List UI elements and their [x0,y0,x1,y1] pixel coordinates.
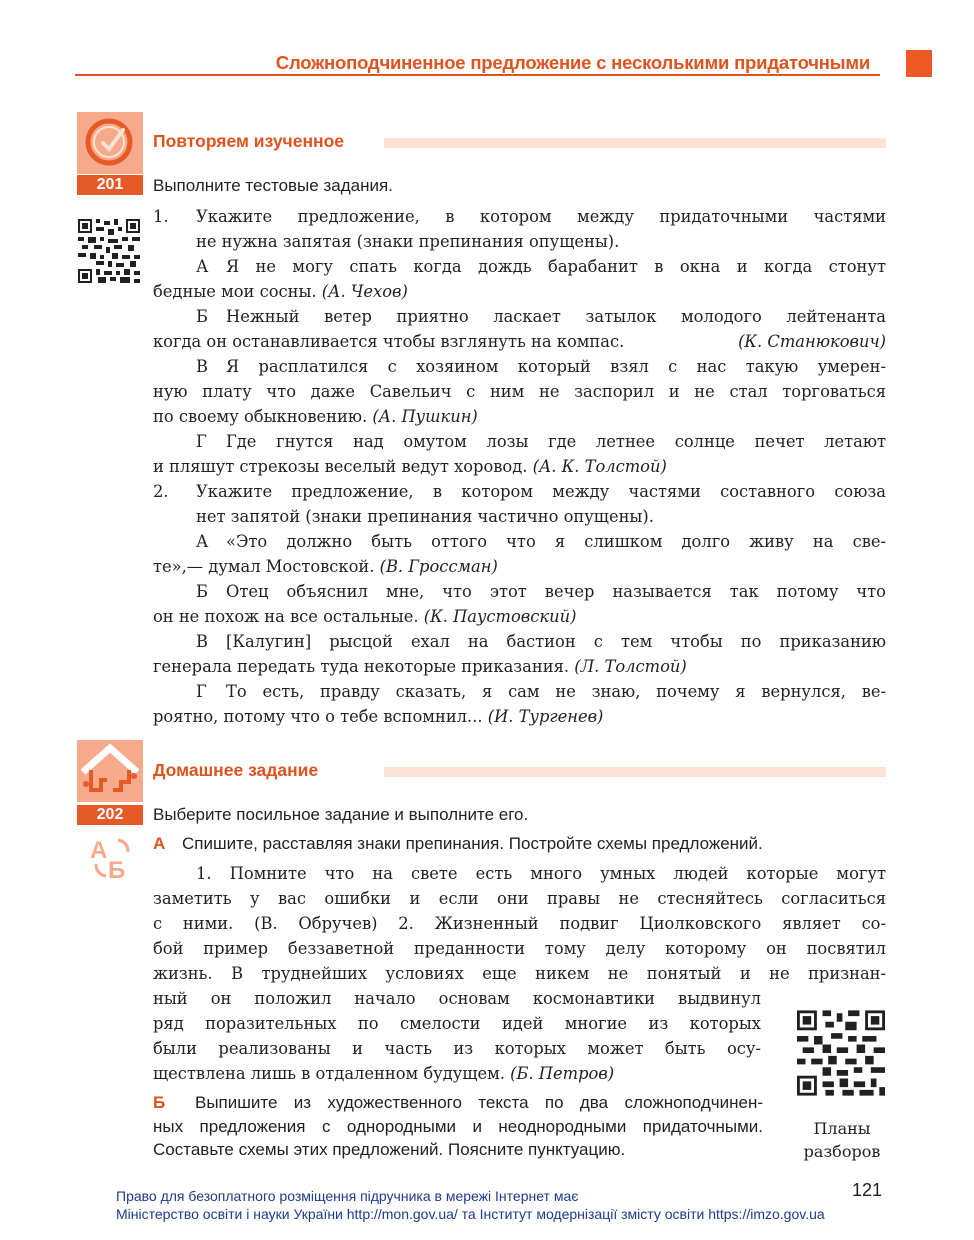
clock-check-icon [77,112,143,174]
question-2: 2. Укажите предложение, в котором между частями составного союза нет запятой (знаки препинания частично опущены). [153,479,886,529]
svg-text:Б: Б [108,857,126,880]
author: (Б. Петров) [510,1064,615,1083]
option-a: А «Это должно быть оттого что я слишком долго живу на све- те»,— думал Мостовской. (В. Гроссман) [153,532,886,576]
qr-caption: Планы разборов [803,1119,881,1161]
author: (А. Пушкин) [372,407,478,426]
exercise-number-202: 202 [77,805,143,825]
question-1: 1. Укажите предложение, в котором между придаточными частями не нужна запятая (знаки препинания опущены). А Я не могу спать когда дождь барабанит в окна и когда стонут бедные мои сосны. (А. Чехов) Б Нежный ветер приятно ласкает затылок молодого лейтенанта когда он останавливается чтобы взглянуть на компас. (К. Станюкович) В Я расплатился с хозяином который взял с нас такую умерен- ную плату что даже Савельич с ним не заспорил и не стал торговаться по своему обыкновению. (А. Пушкин) Г Где гнутся над омутом лозы где летнее солнце печет летают и пляшут стрекозы веселый ведут хоровод. (А. К. Толстой) 2. Укажите предложение, в котором между частями составного союза нет запятой (знаки препинания частично опущены). А «Это должно быть оттого что я слишком долго живу на све- те»,— думал Мостовской. (В. Гроссман) Б Отец объяснил мне, что этот вечер называется так потому что он не похож на все остальные. (К. Паустовский) В [Калугин] рысцой ехал на бастион с тем чтобы по приказанию генерала передать туда некоторые приказания. (Л. Толстой) Г То есть, правду сказать, я сам не знаю, почему я вернулся, ве- роятно, потому что о тебе вспомнил... (И. Тургенев) [153,204,886,729]
house-icon [77,740,143,802]
option-v: В [Калугин] рысцой ехал на бастион с тем чтобы по приказанию генерала передать туда некоторые приказания. (Л. Толстой) [153,632,886,676]
homework-section-icon [77,740,143,802]
chapter-title: Сложноподчиненное предложение с несколькими придаточными [275,52,870,73]
header-rule [75,74,880,76]
option-b: Б Отец объяснил мне, что этот вечер называется так потому что он не похож на все остальные. (К. Паустовский) [153,582,886,626]
a-b-swap-icon [88,834,136,880]
author: (Л. Толстой) [574,657,687,676]
qr-code-icon [797,1010,885,1096]
task-a: А Спишите, расставляя знаки препинания. Постройте схемы предложений. 1. Помните что на свете есть много умных людей которые могут заметить у вас ошибки и если они правы не стесняйтесь согласиться с ними. (В. Обручев) 2. Жизненный подвиг Циолковского являет со- бой пример беззаветной преданности тому делу которому он посвятил жизнь. В труднейших условиях еще никем не понятый и не признан- ный он положил начало основам космонавтики выдвинул ряд поразительных по смелости идей многие из которых были реализованы и часть из которых может быть осу- ществлена лишь в отдаленном будущем. (Б. Петров) [153,834,886,1083]
author: (К. Станюкович) [738,332,886,351]
qr-code-plans[interactable] [797,1010,885,1096]
review-section-icon [77,112,143,174]
question-number: 2. [153,482,169,501]
level-icon [88,834,136,880]
author: (А. Чехов) [321,282,408,301]
section-band [384,138,886,148]
section-band [384,767,886,777]
chapter-tab [906,50,932,77]
exercise-number-201: 201 [77,175,143,195]
option-a: А Я не могу спать когда дождь барабанит в окна и когда стонут бедные мои сосны. (А. Чехов) [153,257,886,301]
page-number: 121 [852,1180,883,1200]
task-label-a: А [153,834,166,853]
option-g: Г То есть, правду сказать, я сам не знаю, почему я вернулся, ве- роятно, потому что о тебе вспомнил... (И. Тургенев) [153,682,886,726]
author: (В. Гроссман) [379,557,498,576]
task-b: Б Выпишите из художественного текста по два сложноподчинен- ных предложения с однородными и неоднородными придаточными. Составьте схемы этих предложений. Поясните пунктуацию. [153,1093,763,1159]
option-g: Г Где гнутся над омутом лозы где летнее солнце печет летают и пляшут стрекозы веселый ведут хоровод. (А. К. Толстой) [153,432,886,476]
author: (А. К. Толстой) [532,457,667,476]
task-label-b: Б [153,1093,166,1112]
author: (И. Тургенев) [487,707,604,726]
svg-text:А: А [90,837,108,864]
author: (К. Паустовский) [423,607,577,626]
section-heading-review: Повторяем изученное [153,131,345,151]
footer-notice: Право для безоплатного розміщення підручника в мережі Інтернет має Міністерство освіти і науки України http://mon.gov.ua/ та Інститут модернізації змісту освіти https://imzo.gov.ua [116,1188,825,1222]
exercise-instruction: Выполните тестовые задания. [153,176,393,195]
running-head [75,46,920,80]
qr-code-icon [78,219,140,283]
question-number: 1. [153,207,169,226]
exercise-instruction: Выберите посильное задание и выполните его. [153,805,529,824]
section-heading-homework: Домашнее задание [153,760,319,780]
option-b: Б Нежный ветер приятно ласкает затылок молодого лейтенанта когда он останавливается чтобы взглянуть на компас. (К. Станюкович) [153,304,886,354]
option-v: В Я расплатился с хозяином который взял с нас такую умерен- ную плату что даже Савельич с ним не заспорил и не стал торговаться по своему обыкновению. (А. Пушкин) [153,357,886,426]
qr-code[interactable] [78,219,140,283]
